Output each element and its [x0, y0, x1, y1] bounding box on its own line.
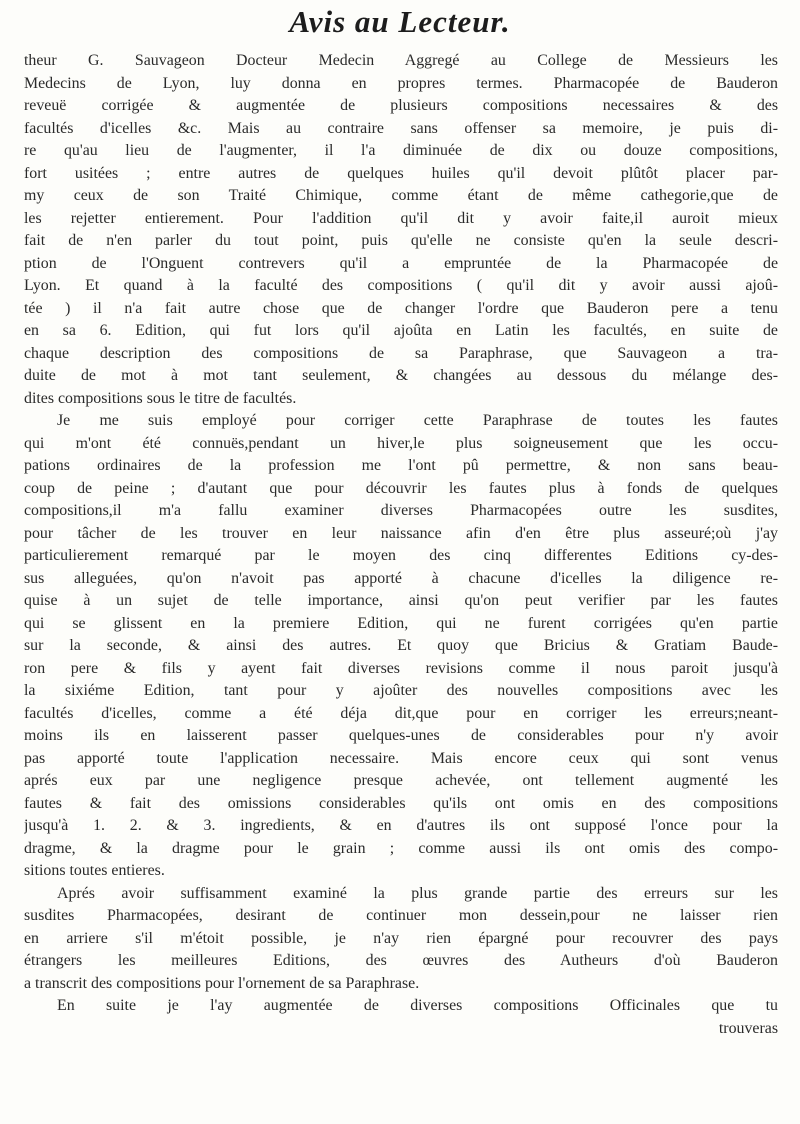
text-line: ption de l'Onguent contrevers qu'il a empruntée de la Pharmacopée de	[24, 254, 778, 272]
text-line: coup de peine ; d'autant que pour découvrir les fautes plus à fonds de quelques	[24, 479, 778, 497]
text-line: my ceux de son Traité Chimique, comme étant de même cathegorie,que de	[24, 187, 778, 204]
text-line: Lyon. Et quand à la faculté des compositions ( qu'il dit y avoir aussi ajoû-	[24, 277, 778, 294]
body-text	[24, 50, 778, 1040]
text-line: sur la seconde, & ainsi des autres. Et quoy que Bricius & Gratiam Baude-	[24, 637, 778, 654]
text-line: facultés d'icelles &c. Mais au contraire sans offenser sa memoire, je puis di-	[24, 119, 778, 137]
text-line: compositions,il m'a fallu examiner diverses Pharmacopées outre les susdites,	[24, 502, 778, 519]
text-line: pations ordinaires de la profession me l'ont pû permettre, & non sans beau-	[24, 457, 778, 474]
text-line: dragme, & la dragme pour le grain ; comme aussi ils ont omis des compo-	[24, 839, 778, 857]
text-line: la sixiéme Edition, tant pour y ajoûter des nouvelles compositions avec les	[24, 682, 778, 699]
text-line: fait de n'en parler du tout point, puis qu'elle ne consiste qu'en la seule descri-	[24, 232, 778, 249]
text-line: pas apporté toute l'application necessaire. Mais encore ceux qui sont venus	[24, 749, 778, 767]
text-line: aprés eux par une negligence presque achevée, ont tellement augmenté les	[24, 772, 778, 789]
text-line: qui m'ont été connuës,pendant un hiver,le plus soigneusement que les occu-	[24, 434, 778, 452]
text-line: theur G. Sauvageon Docteur Medecin Aggregé au College de Messieurs les	[24, 52, 778, 69]
text-line: chaque description des compositions de sa Paraphrase, que Sauvageon a tra-	[24, 344, 778, 362]
text-line: facultés d'icelles, comme a été déja dit,que pour en corriger les erreurs;neant-	[24, 704, 778, 722]
text-line: fautes & fait des omissions considerables qu'ils ont omis en des compositions	[24, 794, 778, 812]
text-line: reveuë corrigée & augmentée de plusieurs compositions necessaires & des	[24, 97, 778, 114]
text-line: particulierement remarqué par le moyen des cinq differentes Editions cy-des-	[24, 547, 778, 564]
paragraph-start-line: Aprés avoir suffisamment examiné la plus grande partie des erreurs sur les	[57, 884, 778, 902]
paragraph-start-line: En suite je l'ay augmentée de diverses compositions Officinales que tu	[57, 997, 778, 1014]
text-line: susdites Pharmacopées, desirant de continuer mon dessein,pour ne laisser rien	[24, 907, 778, 924]
text-line: jusqu'à 1. 2. & 3. ingredients, & en d'autres ils ont supposé l'once pour la	[24, 817, 778, 834]
text-line: quise à un sujet de telle importance, ainsi qu'on peut verifier par les fautes	[24, 592, 778, 609]
text-line: en sa 6. Edition, qui fut lors qu'il ajoûta en Latin les facultés, en suite de	[24, 322, 778, 339]
text-line: étrangers les meilleures Editions, des œuvres des Autheurs d'où Bauderon	[24, 952, 778, 969]
text-line: dites compositions sous le titre de facultés.	[24, 389, 297, 407]
text-line: re qu'au lieu de l'augmenter, il l'a diminuée de dix ou douze compositions,	[24, 142, 778, 159]
text-line: sus alleguées, qu'on n'avoit pas apporté à chacune d'icelles la diligence re-	[24, 569, 778, 587]
text-line: sitions toutes entieres.	[24, 862, 165, 879]
text-line: qui se glissent en la premiere Edition, qui ne furent corrigées qu'en partie	[24, 614, 778, 632]
text-line: pour tâcher de les trouver en leur naissance afin d'en être plus asseuré;où j'ay	[24, 524, 778, 542]
text-line: Medecins de Lyon, luy donna en propres termes. Pharmacopée de Bauderon	[24, 74, 778, 92]
text-line: en arriere s'il m'étoit possible, je n'ay rien épargné pour recouvrer des pays	[24, 929, 778, 947]
text-line: moins ils en laisserent passer quelques-unes de considerables pour n'y avoir	[24, 727, 778, 744]
text-line: tée ) il n'a fait autre chose que de changer l'ordre que Bauderon pere a tenu	[24, 299, 778, 317]
text-line: les rejetter entierement. Pour l'addition qu'il dit y avoir faite,il auroit mieux	[24, 209, 778, 227]
catchword: trouveras	[718, 1019, 778, 1037]
text-line: duite de mot à mot tant seulement, & changées au dessous du mélange des-	[24, 367, 778, 384]
page-header: Avis au Lecteur.	[289, 4, 511, 39]
paragraph-start-line: Je me suis employé pour corriger cette Paraphrase de toutes les fautes	[57, 412, 778, 429]
text-line: ron pere & fils y ayent fait diverses revisions comme il nous paroit jusqu'à	[24, 659, 778, 677]
text-line: a transcrit des compositions pour l'ornement de sa Paraphrase.	[24, 974, 420, 992]
text-line: fort usitées ; entre autres de quelques huiles qu'il devoit plûtôt placer par-	[24, 164, 778, 182]
